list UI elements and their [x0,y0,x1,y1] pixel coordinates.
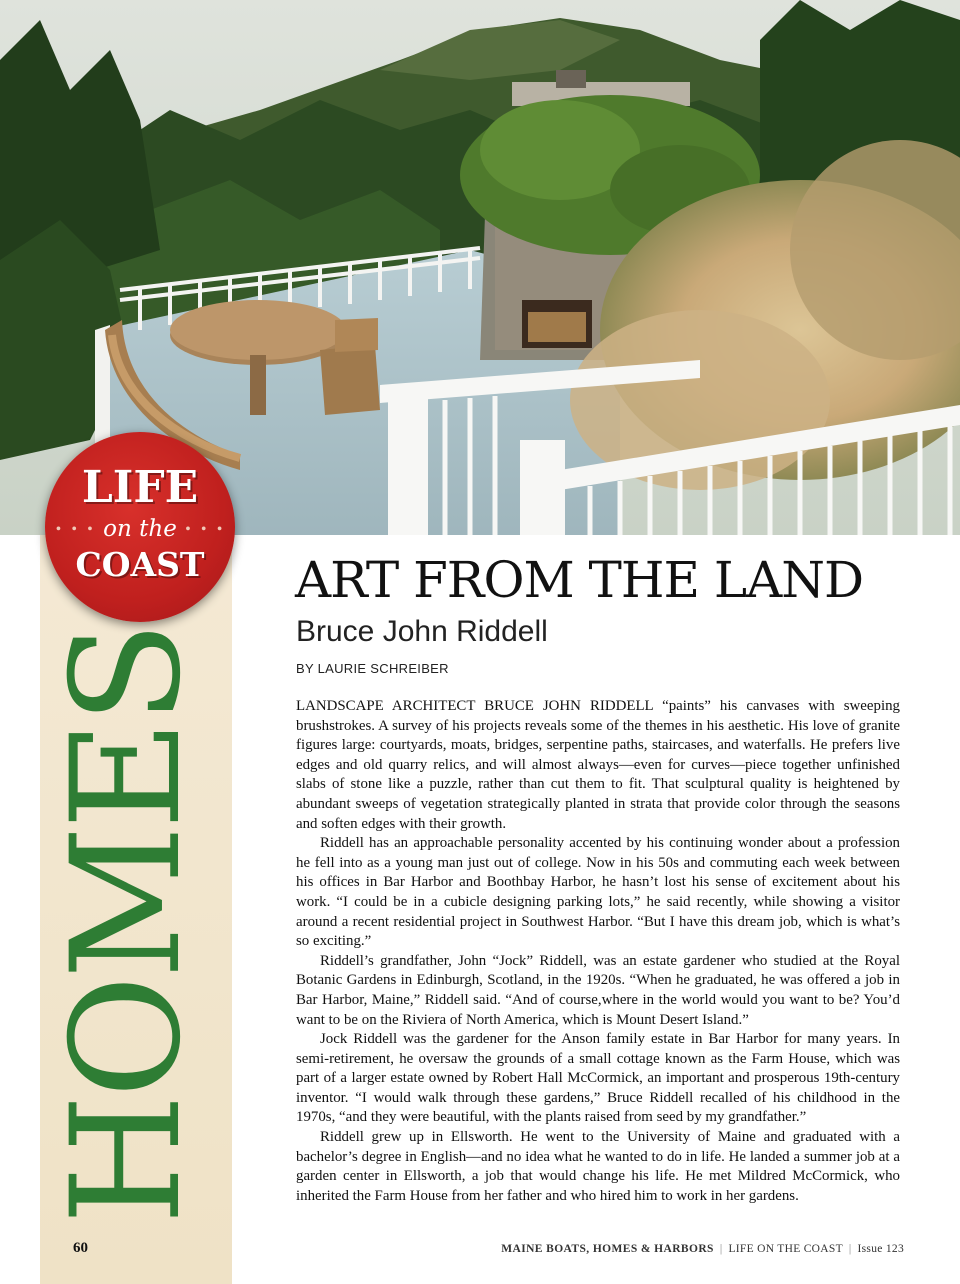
footer-separator: | [848,1243,852,1255]
article-paragraph: Riddell’s grandfather, John “Jock” Riddell, was an estate gardener who studied at the Royal Botanic Gardens in Edinburgh, Scotland, in the 1920s. “When he graduated, he was offered a job in Bar Harbor, Maine,” Riddell said. “And of course,where in the world would you want to be? You’d want to be on the Riviera of North America, which is Mount Desert Island.” [296,952,900,1028]
article-subtitle: Bruce John Riddell [296,615,548,648]
page-number: 60 [73,1240,88,1256]
article-paragraph: LANDSCAPE ARCHITECT BRUCE JOHN RIDDELL “paints” his canvases with sweeping brushstrokes. A survey of his projects reveals some of the themes in his aesthetic. His love of granite figures large: courtyards, moats, bridges, serpentine paths, staircases, and waterfalls. He prefers live edges and old quarry relics, and will almost always—even for curves—piece together unfinished slabs of stone like a puzzle, rather than cut them to fit. That sculptural quality is heightened by abundant sweeps of vegetation strategically planted in strata that provide color through the seasons and soften edges with their growth. [296,698,900,832]
badge-line-3: COAST [75,545,205,584]
badge-line-2-text: on the [103,516,177,542]
footer-issue: Issue 123 [857,1243,904,1255]
article-title: ART FROM THE LAND [295,551,864,609]
badge-line-2 [45,518,235,541]
life-on-the-coast-badge [45,432,235,622]
badge-dots-right: • • • [184,522,226,538]
magazine-name: MAINE BOATS, HOMES & HARBORS [501,1243,714,1255]
article-body [296,697,900,1206]
article-paragraph: Riddell grew up in Ellsworth. He went to the University of Maine and graduated with a bachelor’s degree in English—and no idea what he wanted to do in life. He landed a summer job at a garden center in Ellsworth, a job that would change his life. He met Mildred McCormick, who inherited the Farm House from her father and who hired him to work in her gardens. [296,1129,900,1204]
article-byline: BY LAURIE SCHREIBER [296,661,449,676]
footer-section: LIFE ON THE COAST [728,1243,843,1255]
section-label-wrap [40,625,214,1225]
footer-separator: | [719,1243,723,1255]
badge-line-1: LIFE [81,462,199,513]
article-paragraph: Jock Riddell was the gardener for the Anson family estate in Bar Harbor for many years. In semi-retirement, he oversaw the grounds of a small cottage known as the Farm House, which was part of a larger estate owned by Robert Hall McCormick, an important and prosperous 19th-century inventor. “I would walk through these gardens,” Bruce Riddell recalled of his childhood in the 1970s, “and they were beautiful, with the plants raised from seed by my grandfather.” [296,1031,900,1126]
section-label: HOMES [40,625,214,1225]
article-paragraph: Riddell has an approachable personality accented by his continuing wonder about a profession he fell into as a young man just out of college. Now in his 50s and commuting each week between his offices in Bar Harbor and Boothbay Harbor, he hasn’t lost his sense of excitement about his work. “I could be in a cubicle designing parking lots,” he said recently, while showing a visitor around a recent residential project in Southwest Harbor. “But I have this dream job, which is what’s so exciting.” [296,835,900,950]
running-footer [501,1243,904,1255]
badge-dots-left: • • • [54,522,96,538]
